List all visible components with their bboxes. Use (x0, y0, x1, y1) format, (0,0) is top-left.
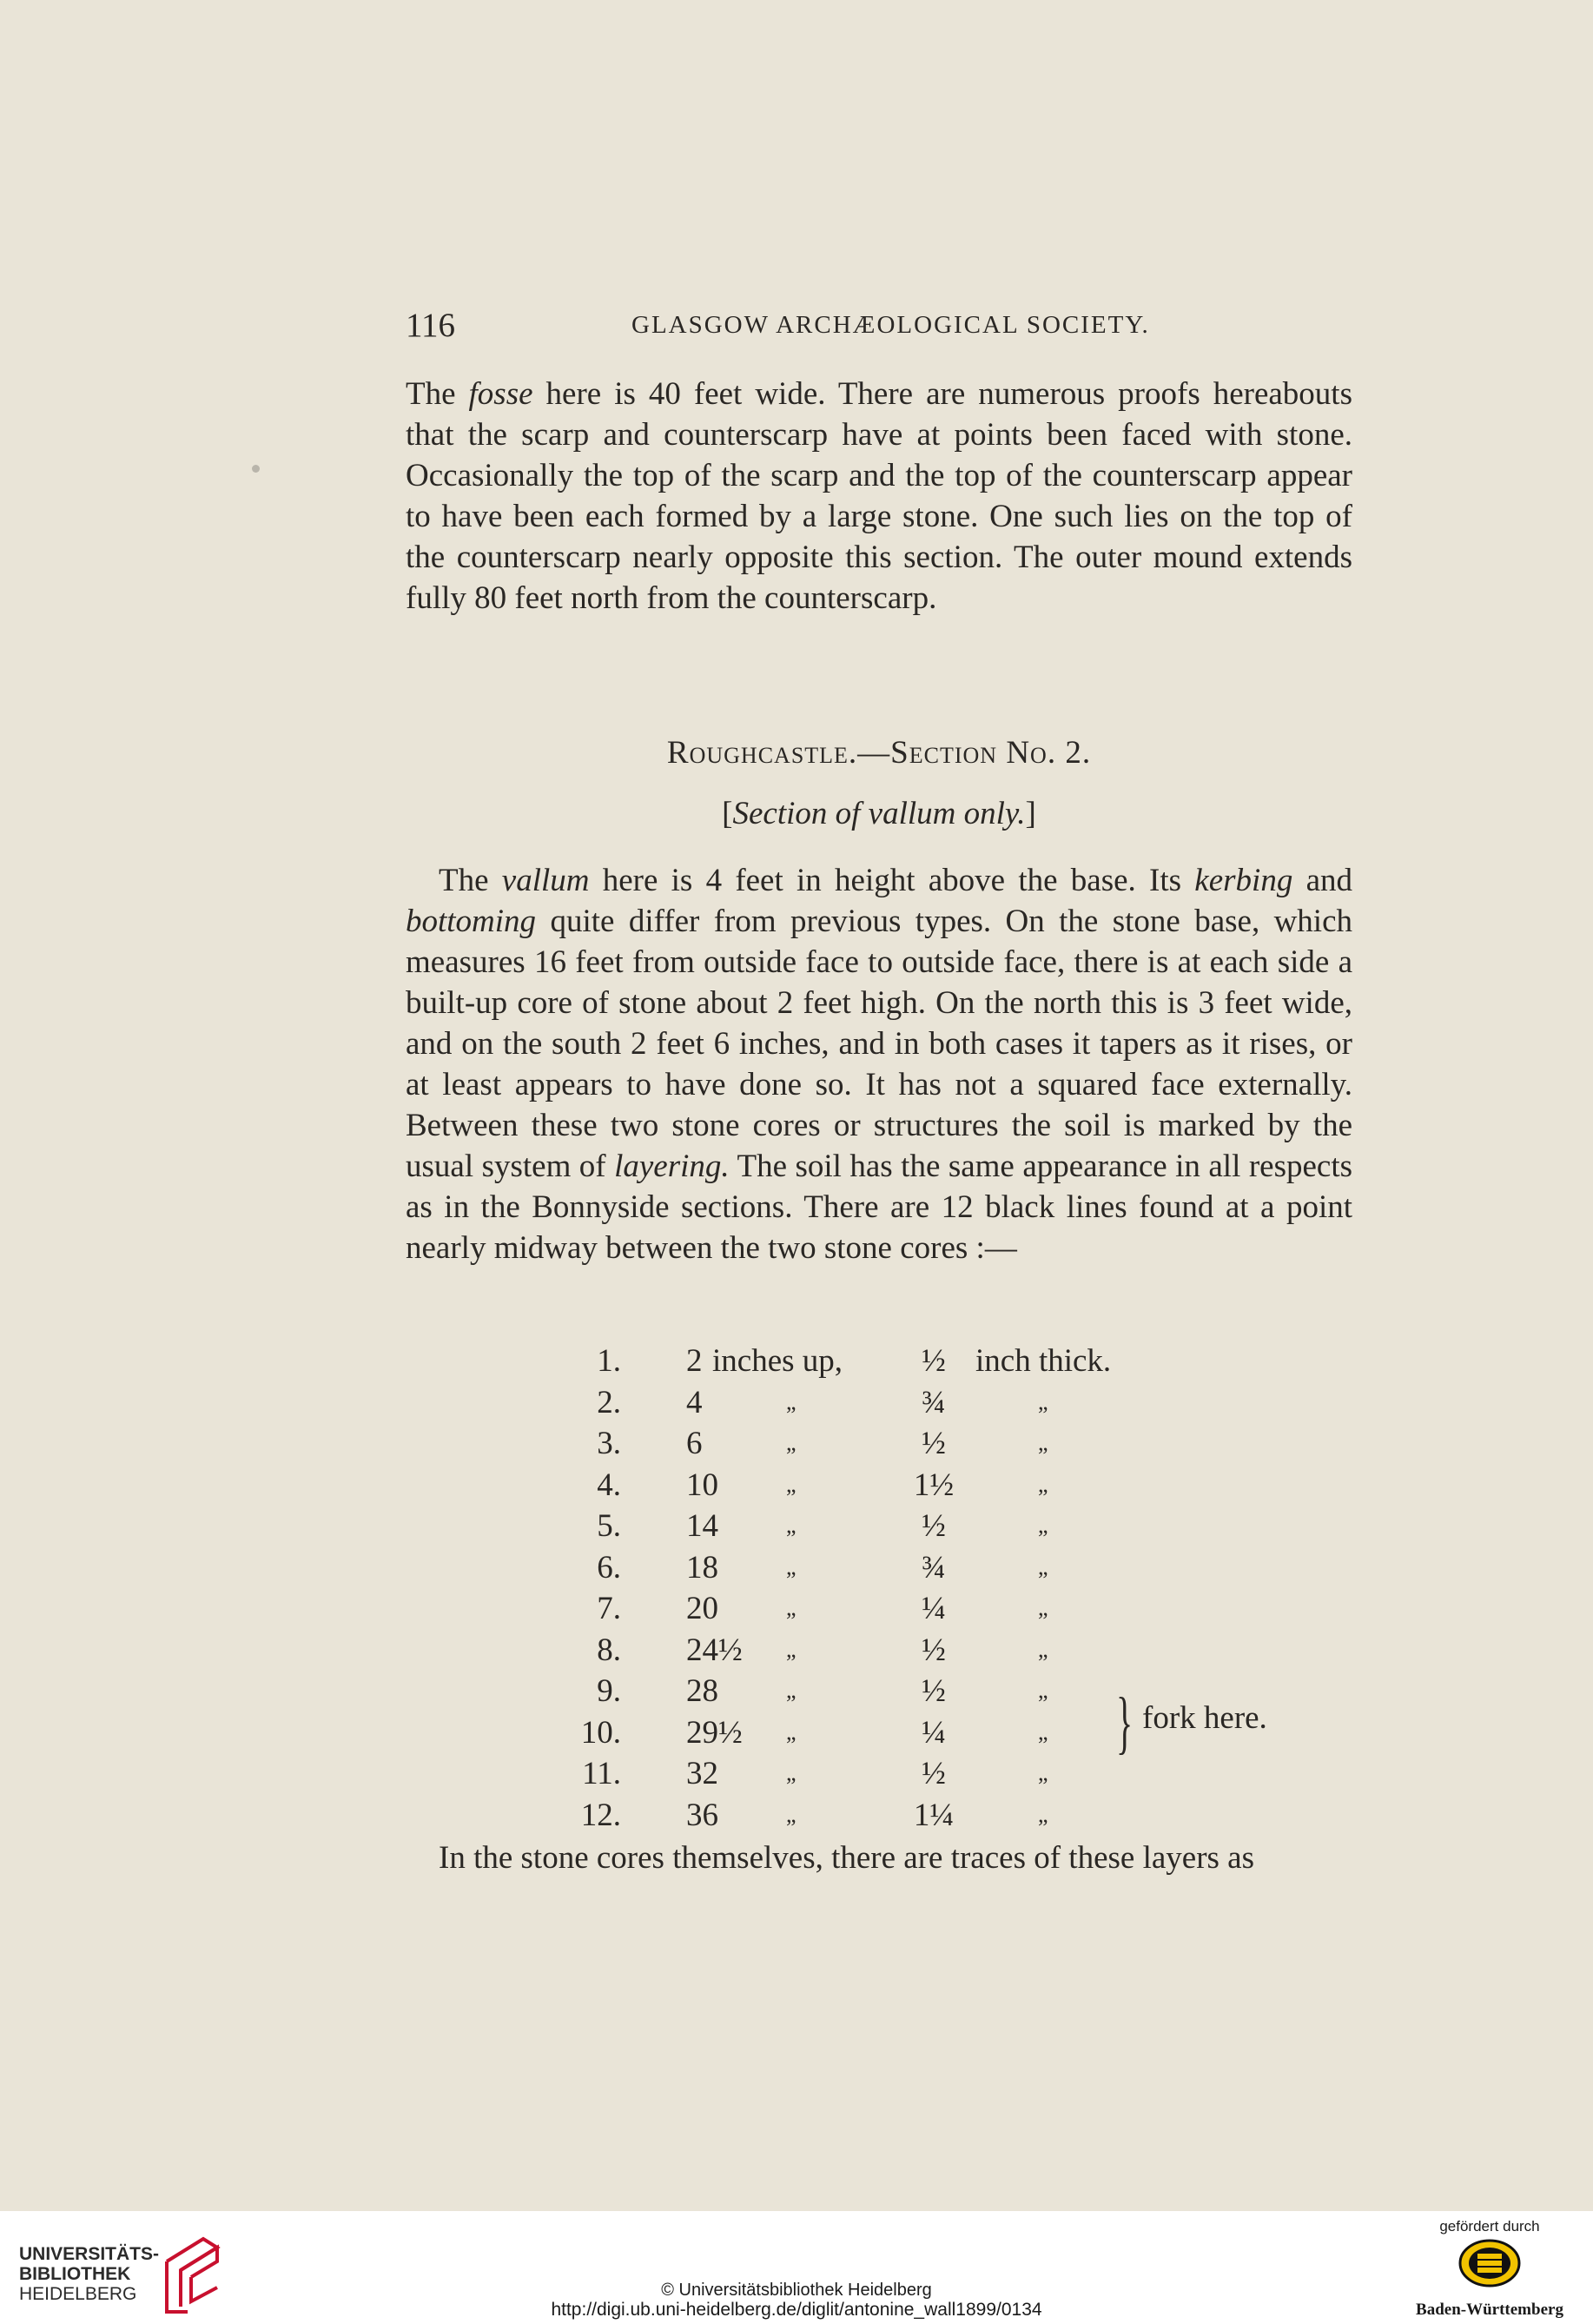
ditto-mark: „ (1038, 1760, 1048, 1785)
layer-thickness: 1½ (913, 1467, 955, 1503)
para2-kerbing: kerbing (1194, 863, 1293, 898)
ditto-mark: „ (1038, 1388, 1048, 1414)
copyright-notice: © Universitätsbibliothek Heidelberg (661, 2281, 932, 2300)
funder-name: Baden-Württemberg (1416, 2301, 1563, 2319)
ditto-mark: „ (786, 1430, 796, 1455)
layer-thickness: ¾ (922, 1549, 946, 1586)
layer-number: 6. (597, 1549, 621, 1586)
layer-row (569, 1590, 1264, 1632)
layer-row (569, 1507, 1264, 1549)
layer-inches: 20 (686, 1591, 718, 1626)
ditto-mark: „ (786, 1553, 796, 1579)
ditto-mark: „ (1038, 1471, 1048, 1497)
funded-by-label: gefördert durch (1439, 2218, 1540, 2235)
section-note (406, 793, 1352, 834)
para1-fosse: fosse (468, 376, 533, 412)
layer-thickness: ½ (922, 1632, 946, 1668)
fork-note: fork here. (1142, 1700, 1267, 1736)
layer-number: 4. (597, 1467, 621, 1503)
ditto-mark: „ (1038, 1513, 1048, 1538)
layer-inches: 10 (686, 1467, 718, 1503)
layer-number: 10. (580, 1714, 621, 1751)
right-brace-icon: } (1116, 1685, 1134, 1761)
section-note-text: Section of vallum only. (732, 796, 1026, 831)
layer-number: 11. (582, 1756, 621, 1791)
ditto-mark: „ (1038, 1595, 1048, 1620)
ditto-mark: „ (786, 1760, 796, 1785)
layer-inches: 32 (686, 1756, 718, 1791)
ditto-mark: „ (786, 1388, 796, 1414)
layer-number: 9. (597, 1673, 621, 1709)
layer-number: 5. (597, 1508, 621, 1544)
layer-thickness: ½ (922, 1508, 946, 1544)
layer-thickness: 1¼ (913, 1797, 955, 1833)
para2-bottoming: bottoming (406, 904, 537, 939)
paragraph-vallum (406, 860, 1352, 1268)
layer-thickness: ½ (922, 1426, 946, 1461)
paper-speck (252, 465, 260, 473)
layer-inches: 18 (686, 1549, 718, 1586)
layer-inches: 24½ (686, 1632, 743, 1668)
last-line: In the stone cores themselves, there are traces of these layers as (439, 1840, 1254, 1876)
para2-layering: layering. (614, 1149, 730, 1184)
baden-wuerttemberg-crest-icon (1458, 2239, 1521, 2288)
layer-inches: 2 (686, 1343, 703, 1379)
ditto-mark: „ (1038, 1430, 1048, 1455)
layer-row (569, 1797, 1264, 1838)
layer-inches: 36 (686, 1797, 718, 1833)
section-note-close: ] (1025, 796, 1036, 831)
layer-number: 3. (597, 1426, 621, 1461)
para2-t3: and (1305, 863, 1353, 898)
paragraph-fosse (406, 374, 1352, 619)
ditto-mark: „ (1038, 1718, 1048, 1745)
layer-thickness: ½ (922, 1343, 946, 1379)
library-line-1: UNIVERSITÄTS- (19, 2244, 160, 2264)
ditto-mark: „ (786, 1678, 796, 1703)
layer-row (569, 1342, 1264, 1384)
running-header (406, 306, 1352, 349)
layer-thickness: ¾ (922, 1384, 946, 1420)
ditto-mark: „ (1038, 1678, 1048, 1703)
layer-unit2: inch thick. (975, 1343, 1112, 1379)
layer-thickness: ½ (922, 1673, 946, 1709)
section-note-open: [ (722, 796, 733, 831)
ditto-mark: „ (1038, 1801, 1048, 1827)
para2-t1: The (439, 863, 489, 898)
layer-number: 1. (597, 1343, 621, 1379)
running-title: GLASGOW ARCHÆOLOGICAL SOCIETY. (631, 311, 1150, 339)
para2-t4: quite differ from previous types. On the stone base, which measures 16 feet from outside face to outside face, there is at each side a built-up core of stone about 2 feet high. On the north this is 3 feet wide, and on the south 2 feet 6 inches, and in both cases it tapers as it rises, or at least appears to have done so. It has not a squared face externally. Between these two stone cores or structures the soil is marked by the usual system of (406, 904, 1352, 1184)
section-heading: Roughcastle.—Section No. 2. (666, 735, 1092, 771)
layer-row (569, 1467, 1264, 1508)
layer-inches: 6 (686, 1426, 703, 1461)
ditto-mark: „ (1038, 1553, 1048, 1579)
layer-row (569, 1755, 1264, 1797)
layer-number: 7. (597, 1591, 621, 1626)
ditto-mark: „ (786, 1801, 796, 1827)
permalink[interactable]: http://digi.ub.uni-heidelberg.de/diglit/antonine_wall1899/0134 (551, 2300, 1042, 2320)
para2-t5: The soil has the same appearance in all respects as in the Bonnyside sections. There are 12 black lines found at a point nearly midway between the two stone cores :— (406, 1149, 1352, 1266)
page-number: 116 (406, 307, 456, 344)
para1-the: The (406, 376, 456, 412)
layer-thickness: ¼ (922, 1591, 946, 1626)
para2-vallum: vallum (501, 863, 590, 898)
para1-text: here is 40 feet wide. There are numerous proofs hereabouts that the scarp and counterscarp have at points been faced with stone. Occasionally the top of the scarp and the top of the counterscarp appear to have been each formed by a large stone. One such lies on the top of the counterscarp nearly opposite this section. The outer mound extends fully 80 feet north from the counterscarp. (406, 376, 1352, 616)
ditto-mark: „ (786, 1718, 796, 1745)
layer-inches: 14 (686, 1508, 718, 1544)
ditto-mark: „ (786, 1595, 796, 1620)
ditto-mark: „ (786, 1513, 796, 1538)
layers-list (569, 1342, 1264, 1837)
layer-row (569, 1384, 1264, 1426)
layer-number: 2. (597, 1384, 621, 1420)
layer-thickness: ½ (922, 1756, 946, 1791)
layer-row (569, 1549, 1264, 1591)
ditto-mark: „ (786, 1471, 796, 1497)
library-line-3: HEIDELBERG (19, 2284, 137, 2304)
layer-inches: 28 (686, 1673, 718, 1709)
para2-t2: here is 4 feet in height above the base. Its (602, 863, 1182, 898)
layer-inches: 4 (686, 1384, 703, 1420)
library-line-2: BIBLIOTHEK (19, 2264, 131, 2284)
ditto-mark: „ (1038, 1636, 1048, 1662)
layer-inches: 29½ (686, 1714, 743, 1751)
layer-unit: inches up, (712, 1343, 843, 1379)
layer-row (569, 1425, 1264, 1467)
layer-number: 8. (597, 1632, 621, 1668)
layer-number: 12. (580, 1797, 621, 1833)
ditto-mark: „ (786, 1636, 796, 1662)
layer-thickness: ¼ (922, 1714, 946, 1751)
layer-row (569, 1632, 1264, 1673)
